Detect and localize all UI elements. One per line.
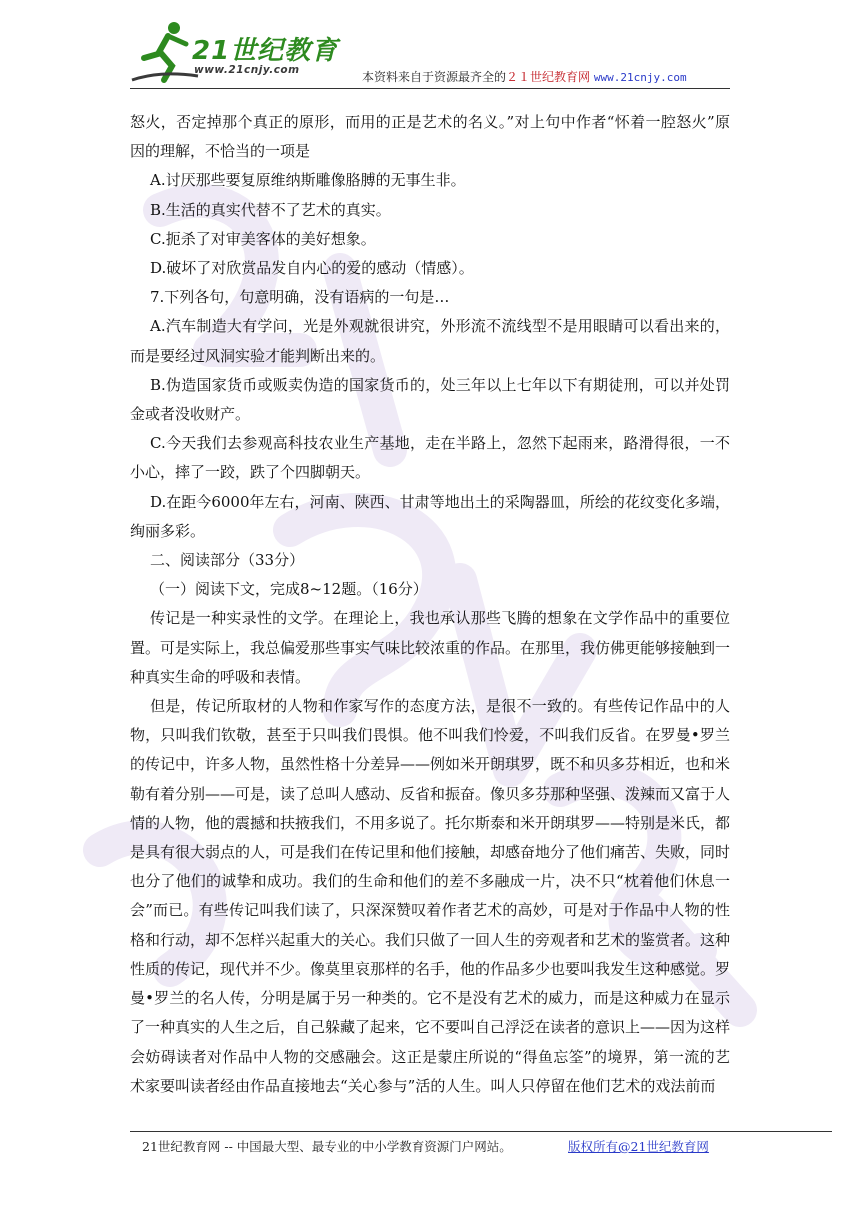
paragraph: D.在距今6000年左右，河南、陕西、甘肃等地出土的采陶器皿，所绘的花纹变化多端，绚丽多彩。 <box>130 492 730 540</box>
paragraph: B.生活的真实代替不了艺术的真实。 <box>150 200 391 219</box>
tagline-site-link[interactable]: ２１世纪教育网 <box>506 70 591 84</box>
logo-url: www.21cnjy.com <box>194 64 300 76</box>
header-tagline <box>362 68 687 85</box>
paragraph: A.汽车制造大有学问，光是外观就很讲究，外形流不流线型不是用眼睛可以看出来的，而是要经过风洞实验才能判断出来的。 <box>130 317 730 365</box>
tagline-url-link[interactable]: www.21cnjy.com <box>593 71 687 84</box>
tagline-prefix: 本资料来自于资源最齐全的 <box>362 70 507 84</box>
runner-logo-icon <box>130 18 200 88</box>
paragraph: B.伪造国家货币或贩卖伪造的国家货币的，处三年以上七年以下有期徒刑，可以并处罚金或者没收财产。 <box>130 375 730 424</box>
header-divider <box>130 88 730 89</box>
paragraph: 二、阅读部分（33分） <box>150 551 305 570</box>
copyright-link[interactable]: 版权所有@21世纪教育网 <box>568 1139 709 1154</box>
paragraph: D.破坏了对欣赏品发自内心的爱的感动（情感）。 <box>150 259 474 278</box>
site-logo <box>130 18 340 88</box>
footer-text: 21世纪教育网 -- 中国最大型、最专业的中小学教育资源门户网站。 <box>142 1139 512 1154</box>
document-body <box>130 108 730 1101</box>
paragraph: 传记是一种实录性的文学。在理论上，我也承认那些飞腾的想象在文学作品中的重要位置。可是实际上，我总偏爱那些事实气味比较浓重的作品。在那里，我仿佛更能够接触到一种真实生命的呼吸和表情。 <box>130 609 731 686</box>
paragraph: 但是，传记所取材的人物和作家写作的态度方法，是很不一致的。有些传记作品中的人物，只叫我们钦敬，甚至于只叫我们畏惧。他不叫我们怜爱，不叫我们反省。在罗曼•罗兰的传记中，许多人物，虽然性格十分差异——例如米开朗琪罗，既不和贝多芬相近，也和米勒有着分别——可是，读了总叫人感动、反省和振奋。像贝多芬那种坚强、泼辣而又富于人情的人物，他的震撼和扶掖我们，不用多说了。托尔斯泰和米开朗琪罗——特别是米氏，都是具有很大弱点的人，可是我们在传记里和他们接触，却感奋地分了他们痛苦、失败，同时也分了他们的诚挚和成功。我们的生命和他们的差不多融成一片，决不只“枕着他们休息一会”而已。有些传记叫我们读了，只深深赞叹着作者艺术的高妙，可是对于作品中人物的性格和行动，却不怎样兴起重大的关心。我们只做了一回人生的旁观者和艺术的鉴赏者。这种性质的传记，现代并不少。像莫里哀那样的名手，他的作品多少也要叫我发生这种感觉。罗曼•罗兰的名人传，分明是属于另一种类的。它不是没有艺术的威力，而是这种威力在显示了一种真实的人生之后，自己躲藏了起来，它不要叫自己浮泛在读者的意识上——因为这样会妨碍读者对作品中人物的交感融会。这正是蒙庄所说的“得鱼忘筌”的境界，第一流的艺术家要叫读者经由作品直接地去“关心参与”活的人生。叫人只停留在他们艺术的戏法前而 <box>130 697 731 1095</box>
page-footer <box>142 1137 742 1155</box>
page-header <box>130 18 730 90</box>
paragraph: （一）阅读下文，完成8~12题。（16分） <box>150 580 428 599</box>
paragraph: C.今天我们去参观高科技农业生产基地，走在半路上，忽然下起雨来，路滑得很，一不小心，摔了一跤，跌了个四脚朝天。 <box>130 434 730 482</box>
logo-title: 21世纪教育 <box>192 36 339 66</box>
paragraph: C.扼杀了对审美客体的美好想象。 <box>150 229 376 248</box>
paragraph: 7.下列各句，句意明确，没有语病的一句是… <box>150 288 450 307</box>
paragraph: A.讨厌那些要复原维纳斯雕像胳膊的无事生非。 <box>150 171 466 190</box>
footer-divider <box>130 1131 832 1132</box>
paragraph: 怒火，否定掉那个真正的原形，而用的正是艺术的名义。”对上句中作者“怀着一腔怒火”原因的理解，不恰当的一项是 <box>130 113 730 161</box>
